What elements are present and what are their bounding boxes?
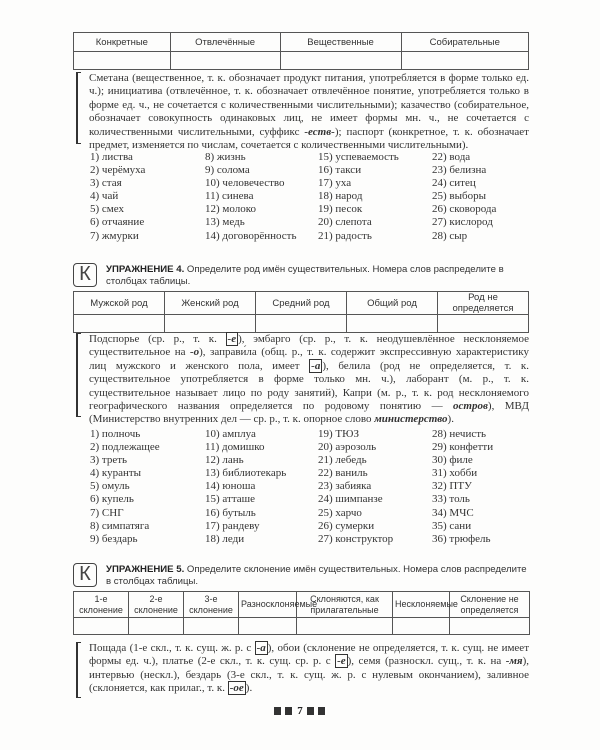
answer-cell[interactable] (347, 315, 438, 333)
answer-paragraph-1 (89, 72, 529, 152)
text-segment: ), семя (разноскл. сущ., т. к. на (347, 655, 506, 668)
header-collective: Собирательные (401, 33, 528, 52)
list-item: 34) МЧС (432, 506, 474, 519)
header-decl-1: 1-е склонение (74, 592, 129, 618)
answer-cell[interactable] (256, 315, 347, 333)
answer-cell[interactable] (393, 618, 450, 635)
answer-cell[interactable] (450, 618, 530, 635)
list-item: 4) куранты (90, 467, 142, 480)
list-item: 27) конструктор (318, 532, 394, 545)
list-item: 2) черёмуха (90, 164, 146, 177)
header-concrete: Конкретные (74, 33, 171, 52)
list-item: 10) амплуа (205, 428, 256, 440)
list-item: 33) толь (432, 493, 470, 506)
list-item: 10) человечество (205, 177, 285, 190)
exercise-4-header (73, 263, 529, 287)
list-item: 29) конфетти (432, 441, 494, 454)
text-segment: Сметана (вещественное, т. к. обозначает продукт питания, употребляется в форме только ед. ч.); инициатива (отвлечённое, т. к. обозначает отвлечённое понятие, употребляется только в форме ед. ч., не сочетается с количественными числительными); казачество (собирательное, обозначает совокупность одинаковых лиц, не имеет формы мн. ч., не сочетается с количественными числительными, суффикс (89, 72, 529, 138)
gender-table (73, 291, 529, 333)
list-item: 20) слепота (318, 216, 372, 229)
noun-category-table (73, 32, 529, 70)
answer-paragraph-3 (89, 642, 529, 696)
answer-cell[interactable] (280, 52, 401, 70)
list-item: 11) синева (205, 190, 254, 203)
list-item: 7) жмурки (90, 229, 139, 242)
list-item: 25) харчо (318, 506, 362, 519)
answer-cell[interactable] (170, 52, 280, 70)
text-segment: ), интервью (нескл.), бездарь (3-е скл., т. к. сущ. ж. р. с нулевым окончанием), заливное (склоняется, как прилаг., т. к. (89, 655, 529, 695)
list-item: 26) сумерки (318, 519, 375, 532)
list-item: 23) забияка (318, 480, 372, 493)
header-abstract: Отвлечённые (170, 33, 280, 52)
text-segment: ). (245, 682, 253, 695)
list-item: 7) СНГ (90, 506, 124, 519)
list-item: 16) бутыль (205, 506, 256, 519)
k-icon: К (73, 263, 97, 287)
list-item: 11) домишко (205, 441, 265, 454)
list-item: 21) лебедь (318, 454, 367, 467)
text-segment: ), МВД (Министерство внутренних дел — ср. р., т. к. опорное слово (89, 400, 529, 426)
list-item: 24) ситец (432, 177, 476, 190)
header-material: Вещественные (280, 33, 401, 52)
list-item: 12) лань (205, 454, 244, 467)
ending-box: -е (227, 333, 237, 345)
list-item: 3) стая (90, 177, 122, 190)
header-indeclinable: Несклоняемые (393, 592, 450, 618)
exercise-5-header (73, 563, 529, 587)
list-item: 35) сани (432, 519, 472, 532)
list-item: 6) отчаяние (90, 216, 145, 229)
header-common: Общий род (347, 292, 438, 315)
answer-cell[interactable] (74, 618, 129, 635)
ending-box: -ое (229, 682, 244, 695)
list-item: 26) сковорода (432, 203, 497, 216)
header-masculine: Мужской род (74, 292, 165, 315)
list-item: 20) аэрозоль (318, 441, 377, 454)
list-item: 6) купель (90, 493, 134, 506)
header-heteroclitic: Разносклоняемые (239, 592, 297, 618)
list-item: 22) вода (432, 151, 471, 163)
list-item: 5) омуль (90, 480, 130, 493)
emphasis: -мя (505, 655, 523, 668)
list-item: 25) выборы (432, 190, 486, 203)
list-item: 18) леди (205, 532, 245, 545)
answer-cell[interactable] (184, 618, 239, 635)
list-item: 17) рандеву (205, 519, 260, 532)
answer-cell[interactable] (74, 52, 171, 70)
ending-box: -а (256, 642, 266, 654)
emphasis: -о (189, 346, 200, 359)
list-item: 30) филе (432, 454, 473, 467)
header-decl-3: 3-е склонение (184, 592, 239, 618)
emphasis: остров (453, 400, 488, 413)
text-segment: ), белила (род не определяется, т. к. существительное употребляется в форме только мн. ч.), лаборант (м. р., т. к. существительное называет лицо по роду занятий), Капри (м. р., т. к. род несклоняемого географического названия определяется по родовому понятию — (89, 359, 529, 413)
list-item: 19) песок (318, 203, 363, 216)
text-segment: ); паспорт (конкретное, т. к. обозначает предмет, изменяется по числам, сочетается с количественными числительными). (89, 125, 529, 152)
list-item: 28) нечисть (432, 428, 487, 440)
list-item: 9) солома (205, 164, 250, 177)
answer-cell[interactable] (401, 52, 528, 70)
list-item: 16) такси (318, 164, 362, 177)
list-item: 17) уха (318, 177, 352, 190)
list-item: 8) жизнь (205, 151, 246, 163)
answer-bracket (76, 333, 81, 417)
header-adjectival: Склоняются, как прилагательные (297, 592, 393, 618)
text-segment: ), обои (склонение не определяется, т. к. сущ. не имеет формы ед. ч.), платье (2-е скл., т. к. сущ. ср. р. с (89, 642, 529, 668)
header-feminine: Женский род (165, 292, 256, 315)
answer-bracket (76, 642, 81, 698)
list-item: 31) хобби (432, 467, 478, 480)
answer-bracket (76, 72, 81, 144)
list-item: 24) шимпанзе (318, 493, 383, 506)
header-undetermined: Род не определяется (438, 292, 529, 315)
header-undetermined: Склонение не определяется (450, 592, 530, 618)
list-item: 12) молоко (205, 203, 257, 216)
list-item: 8) симпатяга (90, 519, 150, 532)
answer-cell[interactable] (74, 315, 165, 333)
list-item: 4) чай (90, 190, 119, 203)
list-item: 14) договорённость (205, 229, 297, 242)
ending-box: -а (311, 359, 321, 372)
text-segment: ). (447, 413, 454, 426)
text-segment: Пощада (1-е скл., т. к. сущ. ж. р. с (89, 642, 255, 654)
list-item: 3) треть (90, 454, 128, 467)
answer-cell[interactable] (297, 618, 393, 635)
list-item: 9) бездарь (90, 532, 138, 545)
list-item: 23) белизна (432, 164, 487, 177)
list-item: 15) атташе (205, 493, 255, 506)
word-list-1 (90, 151, 530, 243)
emphasis: -еств- (304, 125, 335, 138)
answer-paragraph-2 (89, 333, 529, 427)
answer-cell[interactable] (129, 618, 184, 635)
declension-table (73, 591, 530, 635)
list-item: 15) успеваемость (318, 151, 399, 163)
list-item: 2) подлежащее (90, 441, 160, 454)
text-segment: ), заправи́ла (общ. р., т. к. содержит экспрессивную характеристику лиц мужского и женского пола, имеет (89, 346, 529, 372)
k-icon: К (73, 563, 97, 587)
list-item: 36) трюфель (432, 532, 491, 545)
answer-cell[interactable] (165, 315, 256, 333)
text-segment: ), эмбарго (ср. р., т. к. неодушевлённое несклоняемое существительное на (89, 333, 530, 359)
exercise-5-text: УПРАЖНЕНИЕ 5. Определите склонение имён существительных. Номера слов распределите в столбцах таблицы. (106, 564, 527, 587)
list-item: 13) библиотекарь (205, 467, 287, 480)
list-item: 32) ПТУ (432, 480, 472, 493)
header-decl-2: 2-е склонение (129, 592, 184, 618)
exercise-4-text: УПРАЖНЕНИЕ 4. Определите род имён существительных. Номера слов распределите в столбцах таблицы. (106, 264, 504, 287)
list-item: 5) смех (90, 203, 124, 216)
list-item: 13) медь (205, 216, 245, 229)
list-item: 28) сыр (432, 229, 468, 242)
list-item: 21) радость (318, 229, 372, 242)
list-item: 19) ТЮЗ (318, 428, 359, 440)
list-item: 14) юноша (205, 480, 256, 493)
answer-cell[interactable] (438, 315, 529, 333)
emphasis: министерство (374, 413, 448, 426)
answer-cell[interactable] (239, 618, 297, 635)
list-item: 1) листва (90, 151, 133, 163)
header-neuter: Средний род (256, 292, 347, 315)
word-list-2 (90, 428, 530, 546)
list-item: 22) ваниль (318, 467, 368, 480)
list-item: 27) кислород (432, 216, 493, 229)
page-number: 7 (255, 705, 345, 717)
text-segment: Подспорье (ср. р., т. к. (89, 333, 226, 345)
ending-box: -е (337, 655, 346, 668)
list-item: 1) полночь (90, 428, 141, 440)
list-item: 18) народ (318, 190, 363, 203)
